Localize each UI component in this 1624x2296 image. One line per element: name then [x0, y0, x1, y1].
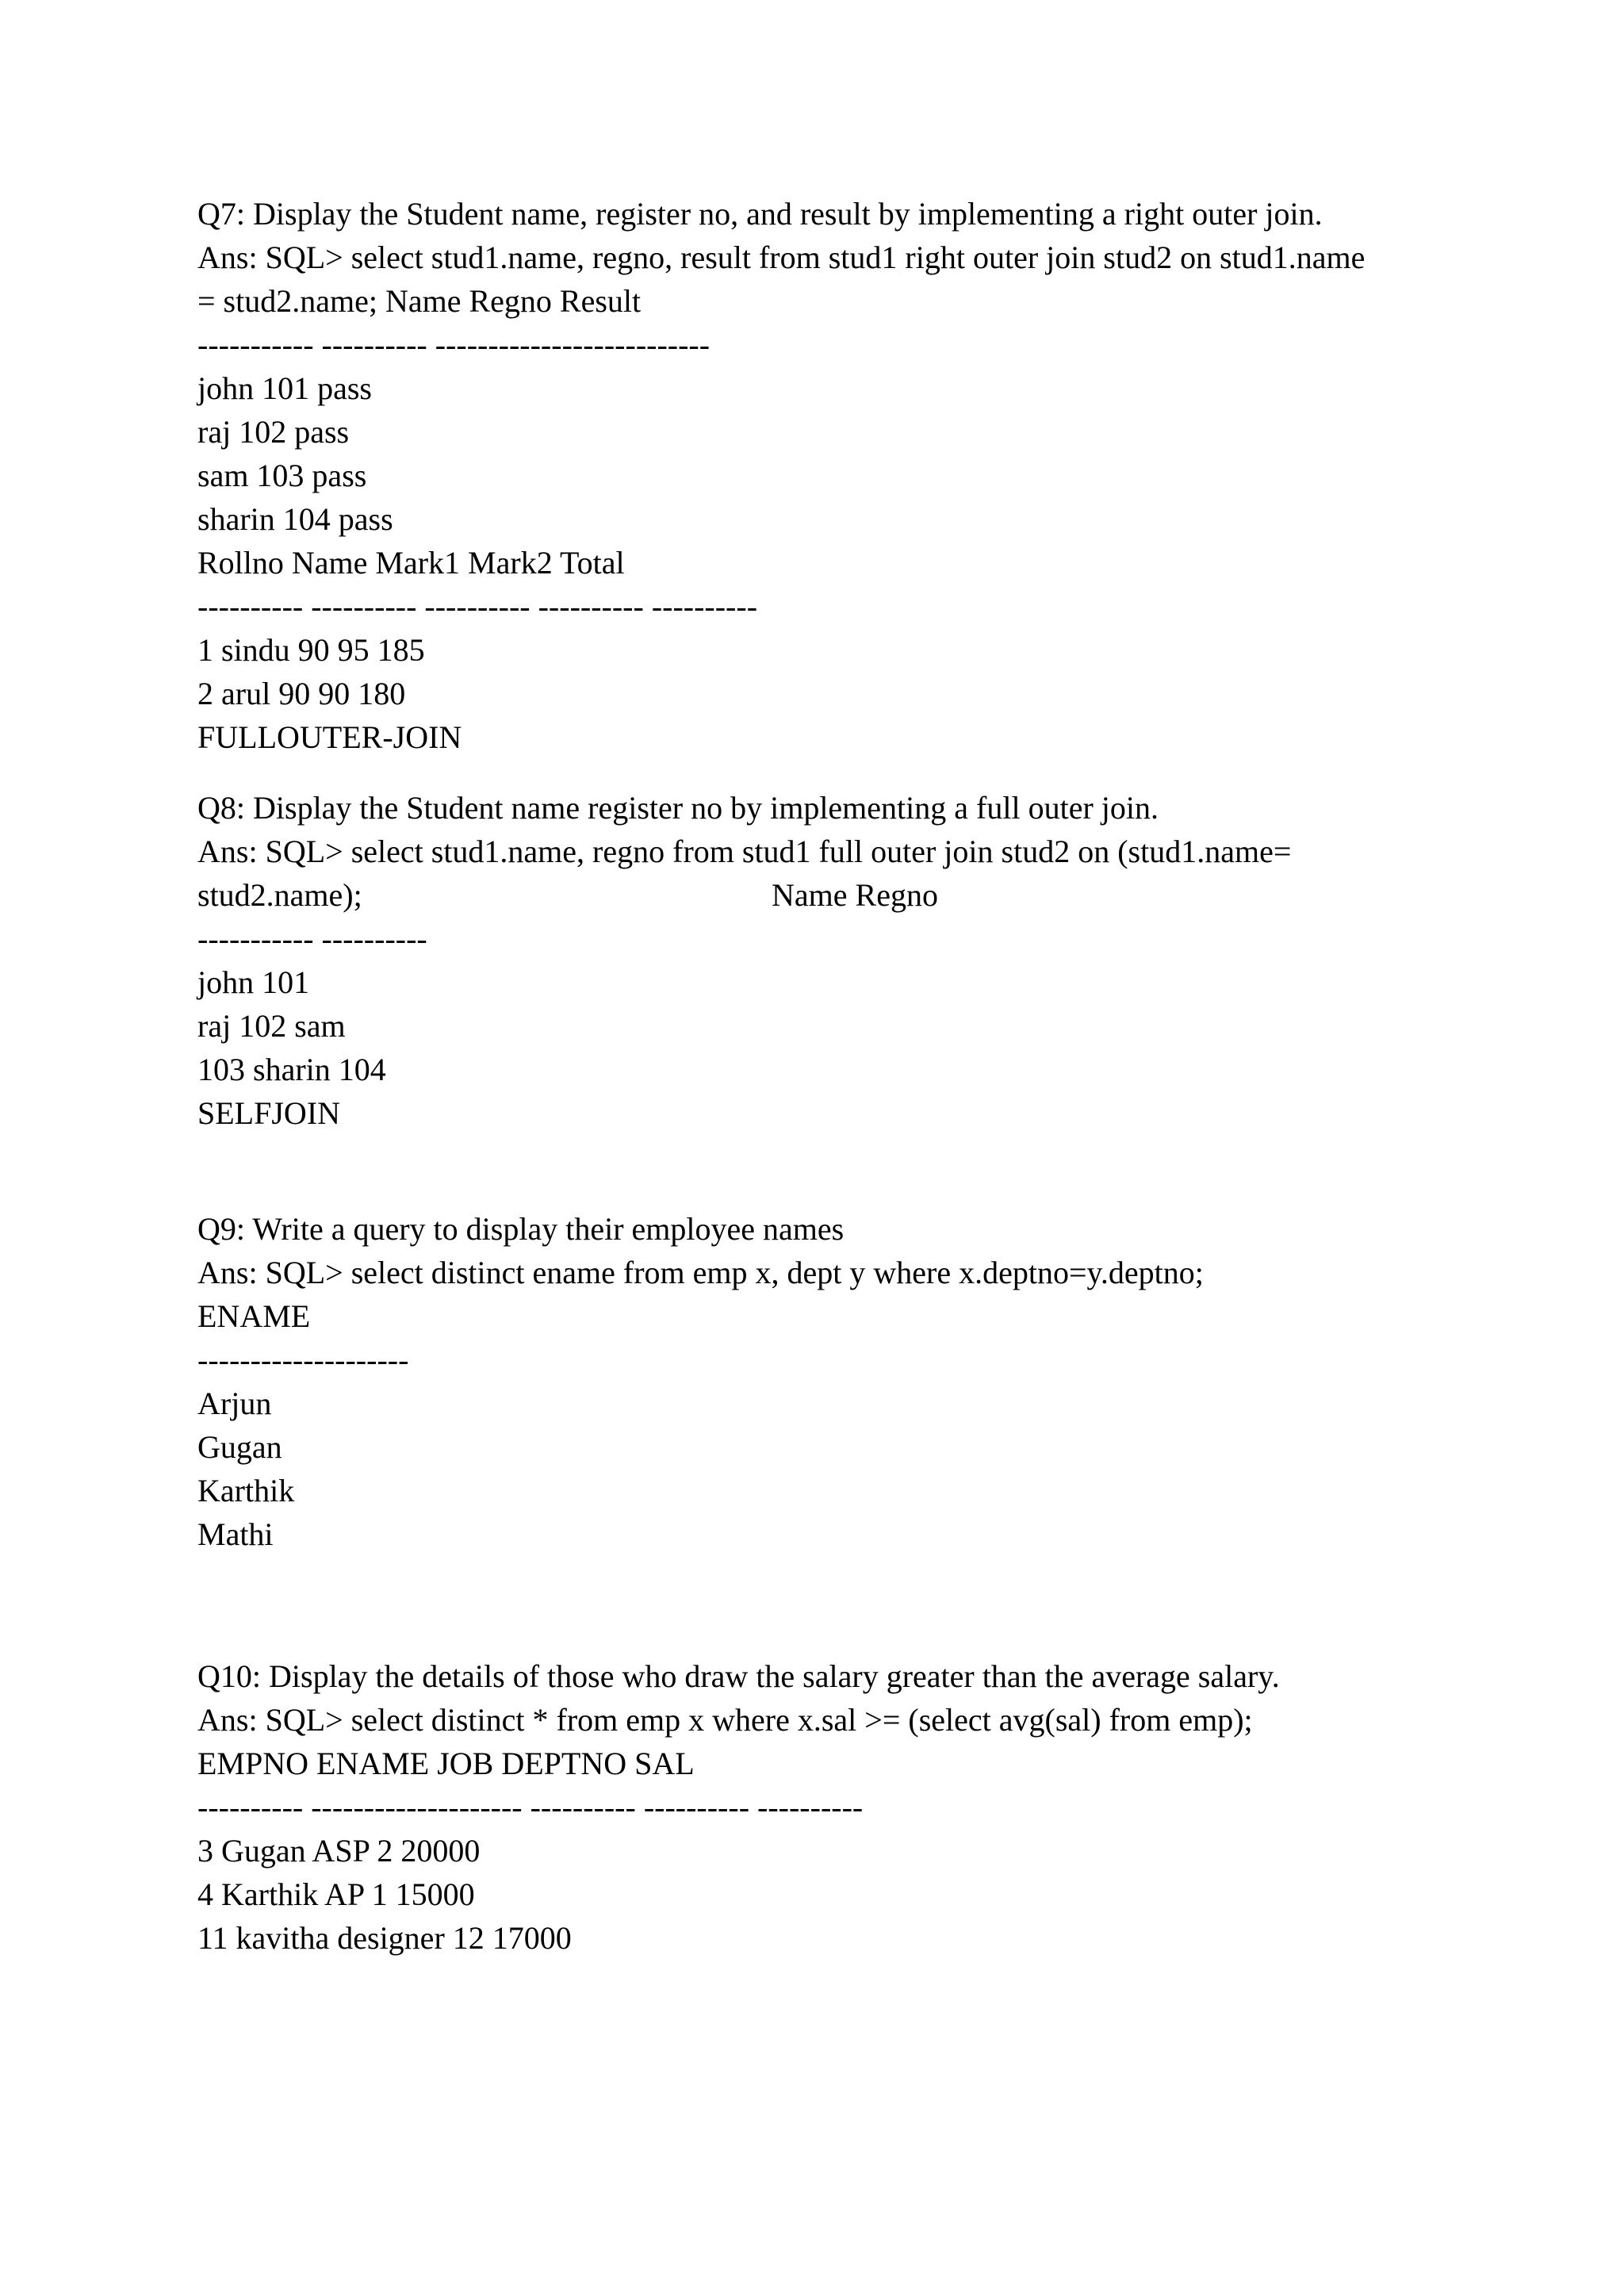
q7-question: Q7: Display the Student name, register no, and result by implementing a right outer join. [197, 196, 1323, 232]
q8-row: john 101 [197, 964, 310, 1000]
q9-column-header: ENAME [197, 1298, 311, 1334]
q8-answer-line1: Ans: SQL> select stud1.name, regno from stud1 full outer join stud2 on (stud1.name= [197, 834, 1292, 869]
q8-answer-line2-left: stud2.name); [197, 877, 362, 913]
q9-row: Karthik [197, 1473, 295, 1508]
q10-row: 11 kavitha designer 12 17000 [197, 1920, 572, 1956]
q10-answer-line1: Ans: SQL> select distinct * from emp x where x.sal >= (select avg(sal) from emp); [197, 1702, 1253, 1738]
q8-row: raj 102 sam [197, 1008, 346, 1044]
q10-column-header: EMPNO ENAME JOB DEPTNO SAL [197, 1746, 695, 1781]
q7-separator: ----------- ---------- -------------------------- [197, 327, 710, 362]
q9-question: Q9: Write a query to display their employee names [197, 1211, 845, 1247]
q9-row: Gugan [197, 1429, 282, 1465]
q7-table-separator: ---------- ---------- ---------- ---------- ---------- [197, 588, 758, 624]
q8-row: 103 sharin 104 [197, 1052, 386, 1087]
q7-row: sam 103 pass [197, 458, 367, 493]
q7-row: john 101 pass [197, 370, 372, 406]
q7-table-header: Rollno Name Mark1 Mark2 Total [197, 545, 625, 581]
q9-separator: -------------------- [197, 1342, 409, 1378]
q10-question: Q10: Display the details of those who draw the salary greater than the average salary. [197, 1658, 1280, 1694]
q10-row: 4 Karthik AP 1 15000 [197, 1876, 475, 1912]
q10-row: 3 Gugan ASP 2 20000 [197, 1833, 481, 1869]
q9-row: Arjun [197, 1386, 272, 1421]
q7-answer-line1: Ans: SQL> select stud1.name, regno, result from stud1 right outer join stud2 on stud1.name [197, 240, 1365, 275]
q9-answer-line1: Ans: SQL> select distinct ename from emp x, dept y where x.deptno=y.deptno; [197, 1255, 1204, 1290]
selfjoin-heading: SELFJOIN [197, 1095, 341, 1131]
q7-answer-line2: = stud2.name; Name Regno Result [197, 283, 642, 319]
q8-question: Q8: Display the Student name register no by implementing a full outer join. [197, 790, 1159, 826]
q10-separator: ---------- -------------------- ---------- ---------- ---------- [197, 1789, 864, 1825]
fullouter-join-heading: FULLOUTER-JOIN [197, 719, 462, 755]
q7-row: sharin 104 pass [197, 501, 393, 537]
q7-row: raj 102 pass [197, 414, 350, 450]
q7-table-row: 2 arul 90 90 180 [197, 676, 406, 711]
q8-answer-line2-right: Name Regno [772, 877, 938, 913]
q8-separator: ----------- ---------- [197, 921, 427, 956]
q9-row: Mathi [197, 1516, 274, 1552]
q7-table-row: 1 sindu 90 95 185 [197, 632, 425, 668]
